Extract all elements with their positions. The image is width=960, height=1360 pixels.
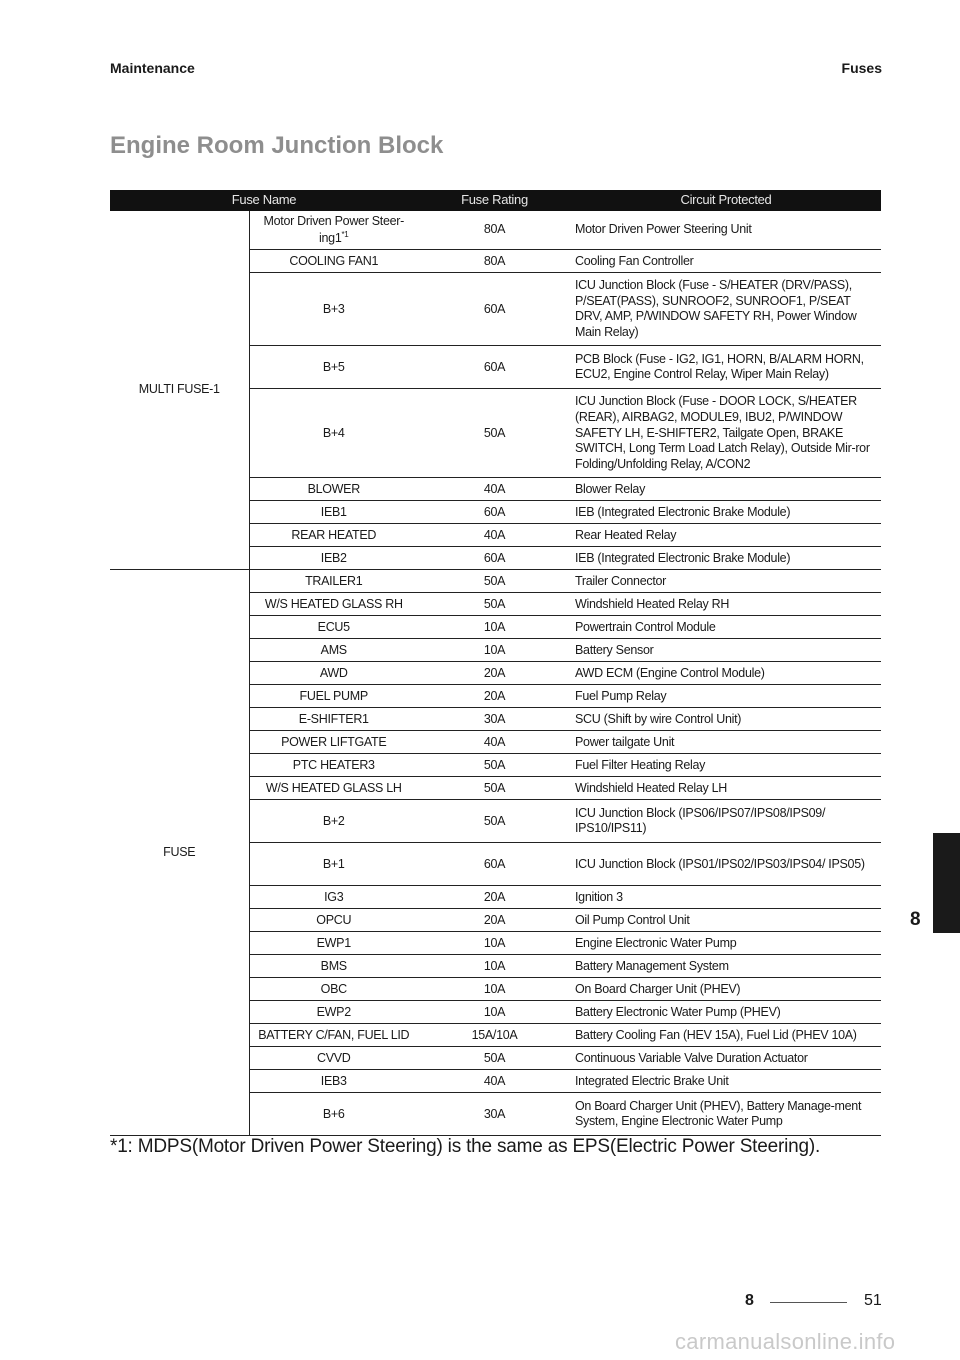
fuse-name: EWP2	[316, 1004, 351, 1019]
fuse-rating: 80A	[418, 250, 571, 273]
fuse-name: B+1	[322, 856, 345, 871]
fuse-name-cell	[249, 1001, 418, 1024]
fuse-name: BMS	[320, 958, 347, 973]
circuit-protected: ICU Junction Block (IPS06/IPS07/IPS08/IPS09/ IPS10/IPS11)	[571, 800, 881, 843]
fuse-name-cell	[249, 777, 418, 800]
fuse-name: COOLING FAN1	[289, 253, 379, 268]
fuse-name: B+2	[322, 813, 345, 828]
fuse-rating: 20A	[418, 662, 571, 685]
fuse-rating: 60A	[418, 346, 571, 389]
fuse-name-cell	[249, 501, 418, 524]
header-topic: Fuses	[841, 60, 882, 76]
fuse-rating: 50A	[418, 754, 571, 777]
fuse-name: B+6	[322, 1106, 345, 1121]
fuse-rating: 10A	[418, 1001, 571, 1024]
circuit-protected: Windshield Heated Relay RH	[571, 593, 881, 616]
circuit-protected: On Board Charger Unit (PHEV)	[571, 978, 881, 1001]
fuse-rating: 50A	[418, 570, 571, 593]
fuse-name-cell	[249, 978, 418, 1001]
circuit-protected: ICU Junction Block (Fuse - DOOR LOCK, S/HEATER (REAR), AIRBAG2, MODULE9, IBU2, P/WINDOW SAFETY LH, E-SHIFTER2, Tailgate Open, BRAKE SWITCH, Long Term Load Latch Relay), Outside Mir-ror Folding/Unfolding Relay, A/CON2	[571, 389, 881, 478]
circuit-protected: SCU (Shift by wire Control Unit)	[571, 708, 881, 731]
fuse-table-body	[110, 211, 881, 1136]
fuse-rating: 50A	[418, 800, 571, 843]
fuse-rating: 20A	[418, 886, 571, 909]
fuse-rating: 15A/10A	[418, 1024, 571, 1047]
fuse-rating: 20A	[418, 909, 571, 932]
fuse-rating: 60A	[418, 501, 571, 524]
fuse-rating: 20A	[418, 685, 571, 708]
fuse-name: B+5	[322, 359, 345, 374]
circuit-protected: On Board Charger Unit (PHEV), Battery Manage-ment System, Engine Electronic Water Pump	[571, 1093, 881, 1136]
fuse-name: W/S HEATED GLASS RH	[264, 596, 403, 611]
chapter-side-number: 8	[910, 909, 921, 930]
fuse-name-cell	[249, 1047, 418, 1070]
fuse-name-cell	[249, 547, 418, 570]
fuse-name: OBC	[320, 981, 347, 996]
fuse-rating: 60A	[418, 547, 571, 570]
fuse-rating: 50A	[418, 593, 571, 616]
table-row	[110, 211, 881, 250]
fuse-name: EWP1	[316, 935, 351, 950]
fuse-name-cell	[249, 570, 418, 593]
fuse-name-cell	[249, 250, 418, 273]
circuit-protected: Powertrain Control Module	[571, 616, 881, 639]
fuse-rating: 30A	[418, 708, 571, 731]
fuse-name-cell	[249, 273, 418, 346]
fuse-name-cell	[249, 843, 418, 886]
fuse-rating: 50A	[418, 1047, 571, 1070]
fuse-name-cell	[249, 1070, 418, 1093]
col-header-fuse-name: Fuse Name	[110, 190, 418, 211]
circuit-protected: Fuel Filter Heating Relay	[571, 754, 881, 777]
fuse-name: B+4	[322, 425, 345, 440]
fuse-name: BLOWER	[307, 481, 360, 496]
fuse-name: POWER LIFTGATE	[281, 734, 387, 749]
fuse-name-cell	[249, 662, 418, 685]
fuse-name-cell	[249, 800, 418, 843]
fuse-rating: 40A	[418, 731, 571, 754]
fuse-name: BATTERY C/FAN, FUEL LID	[258, 1027, 410, 1042]
fuse-rating: 10A	[418, 978, 571, 1001]
col-header-circuit-protected: Circuit Protected	[571, 190, 881, 211]
fuse-name: AWD	[319, 665, 348, 680]
fuse-rating: 60A	[418, 843, 571, 886]
fuse-name-cell	[249, 685, 418, 708]
circuit-protected: Battery Management System	[571, 955, 881, 978]
circuit-protected: Battery Sensor	[571, 639, 881, 662]
fuse-name: AMS	[320, 642, 347, 657]
footnote: *1: MDPS(Motor Driven Power Steering) is the same as EPS(Electric Power Steering).	[110, 1136, 821, 1157]
fuse-name-cell	[249, 211, 418, 250]
fuse-rating: 50A	[418, 389, 571, 478]
group-label: MULTI FUSE-1	[110, 211, 249, 570]
fuse-name: CVVD	[316, 1050, 351, 1065]
circuit-protected: Oil Pump Control Unit	[571, 909, 881, 932]
fuse-name-cell	[249, 593, 418, 616]
fuse-rating: 10A	[418, 616, 571, 639]
fuse-rating: 50A	[418, 777, 571, 800]
circuit-protected: ICU Junction Block (Fuse - S/HEATER (DRV/PASS), P/SEAT(PASS), SUNROOF2, SUNROOF1, P/SEAT DRV, AMP, P/WINDOW SAFETY RH, Power Window Main Relay)	[571, 273, 881, 346]
fuse-name-cell	[249, 886, 418, 909]
circuit-protected: Windshield Heated Relay LH	[571, 777, 881, 800]
fuse-rating: 40A	[418, 1070, 571, 1093]
fuse-name: B+3	[322, 301, 345, 316]
fuse-name-cell	[249, 754, 418, 777]
circuit-protected: Fuel Pump Relay	[571, 685, 881, 708]
group-label: FUSE	[110, 570, 249, 1136]
fuse-rating: 40A	[418, 478, 571, 501]
fuse-name: TRAILER1	[305, 573, 363, 588]
table-header-row	[110, 190, 881, 211]
fuse-name: REAR HEATED	[291, 527, 377, 542]
fuse-name-cell	[249, 524, 418, 547]
fuse-name: W/S HEATED GLASS LH	[265, 780, 402, 795]
fuse-name: Motor Driven Power Steer-ing1	[263, 214, 404, 245]
fuse-rating: 10A	[418, 955, 571, 978]
circuit-protected: PCB Block (Fuse - IG2, IG1, HORN, B/ALARM HORN, ECU2, Engine Control Relay, Wiper Main Relay)	[571, 346, 881, 389]
page-title: Engine Room Junction Block	[110, 132, 444, 159]
circuit-protected: ICU Junction Block (IPS01/IPS02/IPS03/IPS04/ IPS05)	[571, 843, 881, 886]
circuit-protected: Ignition 3	[571, 886, 881, 909]
fuse-name: IEB3	[320, 1073, 347, 1088]
circuit-protected: AWD ECM (Engine Control Module)	[571, 662, 881, 685]
fuse-name: PTC HEATER3	[292, 757, 375, 772]
circuit-protected: Battery Electronic Water Pump (PHEV)	[571, 1001, 881, 1024]
fuse-rating: 40A	[418, 524, 571, 547]
circuit-protected: Cooling Fan Controller	[571, 250, 881, 273]
header-section: Maintenance	[110, 60, 195, 76]
circuit-protected: IEB (Integrated Electronic Brake Module)	[571, 547, 881, 570]
circuit-protected: Power tailgate Unit	[571, 731, 881, 754]
fuse-name: E-SHIFTER1	[298, 711, 369, 726]
fuse-name: FUEL PUMP	[299, 688, 368, 703]
footer-divider	[770, 1302, 847, 1303]
fuse-name: ECU5	[317, 619, 350, 634]
circuit-protected: Blower Relay	[571, 478, 881, 501]
circuit-protected: Motor Driven Power Steering Unit	[571, 211, 881, 250]
circuit-protected: Rear Heated Relay	[571, 524, 881, 547]
watermark: carmanualsonline.info	[675, 1329, 896, 1354]
fuse-rating: 80A	[418, 211, 571, 250]
footer-chapter: 8	[745, 1292, 754, 1309]
circuit-protected: Battery Cooling Fan (HEV 15A), Fuel Lid (PHEV 10A)	[571, 1024, 881, 1047]
fuse-name-cell	[249, 1093, 418, 1136]
fuse-rating: 60A	[418, 273, 571, 346]
fuse-name-cell	[249, 909, 418, 932]
col-header-fuse-rating: Fuse Rating	[418, 190, 571, 211]
footer-page-number: 51	[864, 1292, 882, 1309]
circuit-protected: Engine Electronic Water Pump	[571, 932, 881, 955]
fuse-name: IG3	[324, 889, 344, 904]
fuse-name-cell	[249, 616, 418, 639]
fuse-name-cell	[249, 389, 418, 478]
fuse-rating: 10A	[418, 932, 571, 955]
fuse-name: IEB1	[320, 504, 347, 519]
fuse-rating: 10A	[418, 639, 571, 662]
fuse-name-cell	[249, 639, 418, 662]
fuse-name-cell	[249, 478, 418, 501]
fuse-name-cell	[249, 731, 418, 754]
circuit-protected: IEB (Integrated Electronic Brake Module)	[571, 501, 881, 524]
fuse-name-cell	[249, 708, 418, 731]
footnote-marker: *1	[341, 229, 349, 239]
fuse-name-cell	[249, 346, 418, 389]
fuse-name-cell	[249, 1024, 418, 1047]
fuse-rating: 30A	[418, 1093, 571, 1136]
fuse-table	[110, 190, 881, 1136]
fuse-name-cell	[249, 932, 418, 955]
circuit-protected: Integrated Electric Brake Unit	[571, 1070, 881, 1093]
circuit-protected: Continuous Variable Valve Duration Actuator	[571, 1047, 881, 1070]
fuse-name: IEB2	[320, 550, 347, 565]
fuse-name-cell	[249, 955, 418, 978]
table-row	[110, 570, 881, 593]
circuit-protected: Trailer Connector	[571, 570, 881, 593]
chapter-side-tab	[933, 833, 960, 933]
fuse-name: OPCU	[316, 912, 352, 927]
